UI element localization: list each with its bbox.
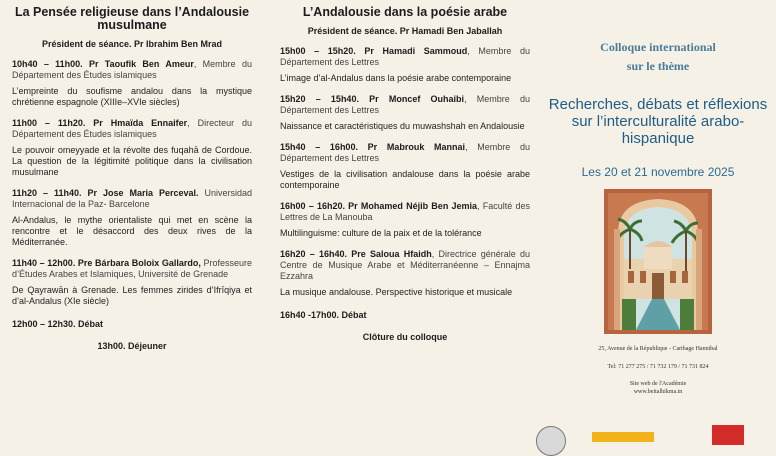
closing-slot: Clôture du colloque bbox=[362, 332, 448, 342]
talk-topic: Al-Andalus, le mythe orientaliste qui met en scène la rencontre et le désaccord des deux rives de la Méditerranée. bbox=[12, 215, 252, 247]
talk-affiliation: , Membre du Département des Lettres bbox=[280, 94, 530, 115]
talk-affiliation: , Membre du Département des Lettres bbox=[280, 142, 530, 163]
talk-topic: La musique andalouse. Perspective historique et musicale bbox=[280, 287, 513, 297]
talk-entry bbox=[12, 118, 252, 140]
session-title: L’Andalousie dans la poésie arabe bbox=[302, 5, 508, 19]
talk-entry bbox=[12, 59, 252, 81]
colloque-theme: Recherches, débats et réflexions sur l’interculturalité arabo-hispanique bbox=[548, 96, 768, 147]
talk-time-speaker: 11h00 – 11h20. Pr Hmaïda Ennaifer bbox=[12, 118, 188, 128]
talk-topic: Multilinguisme: culture de la paix et de la tolérance bbox=[280, 228, 482, 238]
debate-slot: 12h00 – 12h30. Débat bbox=[12, 319, 104, 329]
colloque-heading bbox=[546, 38, 770, 76]
talk-time-speaker: 15h00 – 15h20. Pr Hamadi Sammoud bbox=[280, 46, 468, 56]
cover-panel bbox=[540, 0, 776, 438]
talk-time-speaker: 11h40 – 12h00. Pre Bárbara Boloix Gallardo, bbox=[12, 258, 201, 268]
debate-slot: 16h40 -17h00. Débat bbox=[280, 310, 367, 320]
colloque-line-2: sur le thème bbox=[626, 59, 690, 73]
talk-affiliation: , Directeur du Département des Études islamiques bbox=[12, 118, 253, 139]
talk-topic: L’image d’al-Andalus dans la poésie arabe contemporaine bbox=[280, 73, 512, 83]
academy-phone: Tel: 71 277 275 / 71 732 179 / 71 731 824 bbox=[607, 364, 709, 370]
session-title: La Pensée religieuse dans l’Andalousie musulmane bbox=[14, 5, 250, 32]
partner-logo bbox=[592, 432, 654, 442]
talk-time-speaker: 15h20 – 15h40. Pr Moncef Ouhaibi bbox=[280, 94, 465, 104]
talk-time-speaker: 16h00 – 16h20. Pr Mohamed Néjib Ben Jemia bbox=[280, 201, 478, 211]
session-president: Président de séance. Pr Hamadi Ben Jaballah bbox=[307, 26, 503, 36]
andalusian-arch-illustration bbox=[604, 189, 712, 334]
website-label: Site web de l'Académie bbox=[629, 381, 687, 387]
talk-affiliation: , Membre du Département des Lettres bbox=[280, 46, 530, 67]
institution-seal-logo bbox=[536, 426, 566, 456]
talk-topic: Le pouvoir omeyyade et la révolte des fuqahā de Cordoue. La question de la légitimité politique dans la civilisation musulmane bbox=[12, 145, 252, 177]
lunch-slot: 13h00. Déjeuner bbox=[97, 341, 167, 351]
talk-affiliation: Professeure d’Études Arabes et Islamiques, Université de Grenade bbox=[12, 258, 252, 279]
talk-affiliation: Universidad Internacional de la Paz- Barcelone bbox=[12, 188, 252, 209]
partner-flag-logo bbox=[712, 425, 744, 445]
website-url: www.beitalhikma.tn bbox=[633, 389, 683, 395]
talk-affiliation: , Membre du Département des Études islamiques bbox=[12, 59, 252, 80]
talk-entry bbox=[280, 249, 530, 282]
talk-time-speaker: 11h20 – 11h40. Pr Jose Maria Perceval. bbox=[12, 188, 199, 198]
talk-affiliation: , Directrice générale du Centre de Musique Arabe et Méditerranéenne – Ennajma Ezzahra bbox=[280, 249, 530, 281]
talk-entry bbox=[280, 142, 530, 164]
talk-time-speaker: 15h40 – 16h00. Pr Mabrouk Mannai bbox=[280, 142, 466, 152]
talk-entry bbox=[280, 201, 530, 223]
colloque-line-1: Colloque international bbox=[600, 40, 716, 54]
talk-topic: L’empreinte du soufisme andalou dans la mystique chrétienne espagnole (XIIIe–XVIe siècles) bbox=[12, 86, 252, 107]
session-panel-2 bbox=[270, 0, 538, 438]
talk-entry bbox=[280, 46, 530, 68]
academy-website bbox=[546, 380, 770, 396]
talk-entry bbox=[280, 94, 530, 116]
talk-entry bbox=[12, 258, 252, 280]
session-panel-1 bbox=[0, 0, 262, 438]
talk-topic: De Qayrawān à Grenade. Les femmes zirides d’Ifrīqiya et d’al-Andalus (XIe siècle) bbox=[12, 285, 252, 306]
talk-time-speaker: 16h20 – 16h40. Pre Saloua Hfaidh bbox=[280, 249, 432, 259]
talk-affiliation: , Faculté des Lettres de La Manouba bbox=[280, 201, 530, 222]
talk-topic: Vestiges de la civilisation andalouse dans la poésie arabe contemporaine bbox=[280, 169, 530, 190]
academy-address: 25, Avenue de la République - Carthage Hannibal bbox=[598, 346, 718, 352]
talk-time-speaker: 10h40 – 11h00. Pr Taoufik Ben Ameur bbox=[12, 59, 194, 69]
session-president: Président de séance. Pr Ibrahim Ben Mrad bbox=[41, 39, 223, 49]
colloque-dates: Les 20 et 21 novembre 2025 bbox=[581, 165, 735, 179]
talk-topic: Naissance et caractéristiques du muwashshah en Andalousie bbox=[280, 121, 525, 131]
talk-entry bbox=[12, 188, 252, 210]
